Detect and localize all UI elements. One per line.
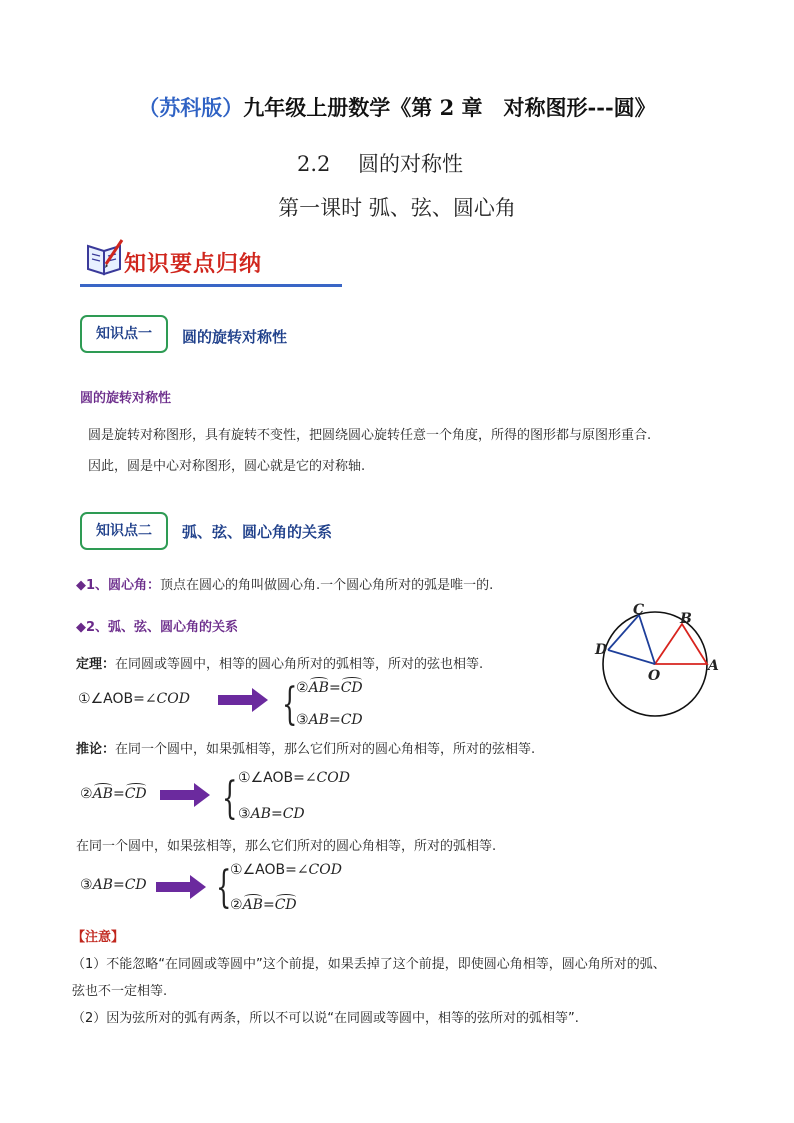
- chord-ab: AB: [308, 712, 329, 728]
- arc-ab: AB: [308, 680, 329, 696]
- note-line2: 弦也不一定相等.: [72, 984, 168, 999]
- book-pencil-icon: [84, 236, 126, 278]
- premise2-arc-ab: AB: [92, 786, 113, 802]
- result2-angle-aob: ∠AOB=: [250, 770, 305, 786]
- left-brace-icon: {: [282, 679, 298, 730]
- corollary-premise: [80, 786, 147, 802]
- banner-label: 知识要点归纳: [124, 251, 263, 277]
- radius-oc: [639, 615, 655, 664]
- result2-circle-1: ①: [238, 770, 251, 786]
- kp2-badge: 知识点二: [80, 512, 168, 550]
- kp1-line2: 因此，圆是中心对称图形，圆心就是它的对称轴.: [88, 459, 366, 474]
- corollary-line: [76, 738, 535, 757]
- corollary-result-chord: [238, 806, 305, 822]
- theorem-line: [76, 653, 483, 672]
- arrow-right-icon: [156, 875, 206, 899]
- eq-sign: =: [328, 712, 341, 728]
- banner-underline: [80, 284, 342, 287]
- premise-circle-1: ①: [78, 691, 91, 707]
- theorem-result-arc: [296, 680, 363, 696]
- radius-od: [608, 650, 655, 664]
- note-line1: （1）不能忽略“在同圆或等圆中”这个前提，如果丢掉了这个前提，即使圆心角相等，圆心角所对的弧、: [72, 957, 666, 972]
- result2-angle-cod: ∠COD: [304, 770, 350, 786]
- label-d: D: [595, 642, 608, 658]
- premise2-arc-cd: CD: [124, 786, 147, 802]
- triangle-aob: [655, 624, 707, 664]
- result-circle-3: ③: [296, 712, 309, 728]
- left-brace-icon: {: [222, 773, 238, 824]
- corollary-result-angle: [238, 770, 350, 786]
- theorem-result-chord: [296, 712, 363, 728]
- result3-circle-1: ①: [230, 862, 243, 878]
- corollary2-premise: [80, 877, 147, 893]
- label-o: O: [648, 668, 661, 684]
- arrow-right-icon: [218, 688, 268, 712]
- premise-angle-aob: ∠AOB=: [90, 691, 145, 707]
- label-b: B: [680, 611, 692, 627]
- result3-arc-cd: CD: [274, 897, 297, 913]
- result2-chord-ab: AB: [250, 806, 271, 822]
- eq-sign: =: [270, 806, 283, 822]
- eq-sign: =: [328, 680, 341, 696]
- label-a: A: [708, 658, 719, 674]
- chord-cd: CD: [340, 712, 363, 728]
- corollary2-result-arc: [230, 897, 297, 913]
- kp2-item1-text: 顶点在圆心的角叫做圆心角.一个圆心角所对的弧是唯一的.: [160, 578, 494, 593]
- result-circle-2: ②: [296, 680, 309, 696]
- kp2-item2-label: ◆2、弧、弦、圆心角的关系: [76, 620, 239, 635]
- kp1-badge: 知识点一: [80, 315, 168, 353]
- title-publisher: （苏科版）: [138, 95, 244, 120]
- eq-sign: =: [112, 877, 125, 893]
- circle-figure: [588, 600, 728, 725]
- theorem-text: 在同圆或等圆中，相等的圆心角所对的弧相等，所对的弦也相等.: [115, 657, 484, 672]
- kp1-subheading: 圆的旋转对称性: [80, 391, 172, 406]
- kp1-heading: 圆的旋转对称性: [182, 328, 288, 346]
- result3-angle-aob: ∠AOB=: [242, 862, 297, 878]
- note-line3: （2）因为弦所对的弧有两条，所以不可以说“在同圆或等圆中，相等的弦所对的弧相等”.: [72, 1011, 579, 1026]
- premise-angle-cod: ∠COD: [144, 691, 190, 707]
- label-c: C: [633, 602, 645, 618]
- section-title: 2.2 圆的对称性: [296, 152, 464, 176]
- arc-cd: CD: [340, 680, 363, 696]
- kp2-item1: [76, 574, 493, 593]
- corollary2-result-angle: [230, 862, 342, 878]
- corollary-text: 在同一个圆中，如果弧相等，那么它们所对的圆心角相等，所对的弦相等.: [115, 742, 536, 757]
- document-title: [0, 92, 794, 122]
- left-brace-icon: {: [216, 862, 232, 913]
- premise3-chord-ab: AB: [92, 877, 113, 893]
- result2-circle-3: ③: [238, 806, 251, 822]
- corollary2-text: 在同一个圆中，如果弦相等，那么它们所对的圆心角相等，所对的弧相等.: [76, 839, 497, 854]
- kp2-heading: 弧、弦、圆心角的关系: [182, 523, 333, 541]
- eq-sign: =: [262, 897, 275, 913]
- result3-angle-cod: ∠COD: [296, 862, 342, 878]
- premise3-chord-cd: CD: [124, 877, 147, 893]
- kp1-line1: 圆是旋转对称图形，具有旋转不变性，把圆绕圆心旋转任意一个角度，所得的图形都与原图形重合.: [88, 428, 652, 443]
- theorem-premise: [78, 691, 190, 707]
- premise2-circle-2: ②: [80, 786, 93, 802]
- result3-arc-ab: AB: [242, 897, 263, 913]
- eq-sign: =: [112, 786, 125, 802]
- corollary-label: 推论：: [76, 742, 116, 757]
- title-main: 九年级上册数学《第 2 章 对称图形---圆》: [243, 95, 656, 120]
- theorem-label: 定理：: [76, 657, 116, 672]
- result3-circle-2: ②: [230, 897, 243, 913]
- premise3-circle-3: ③: [80, 877, 93, 893]
- result2-chord-cd: CD: [282, 806, 305, 822]
- note-title: 【注意】: [72, 930, 125, 945]
- lesson-title: 第一课时 弧、弦、圆心角: [278, 196, 516, 220]
- arrow-right-icon: [160, 783, 210, 807]
- kp2-item1-label: ◆1、圆心角：: [76, 578, 161, 593]
